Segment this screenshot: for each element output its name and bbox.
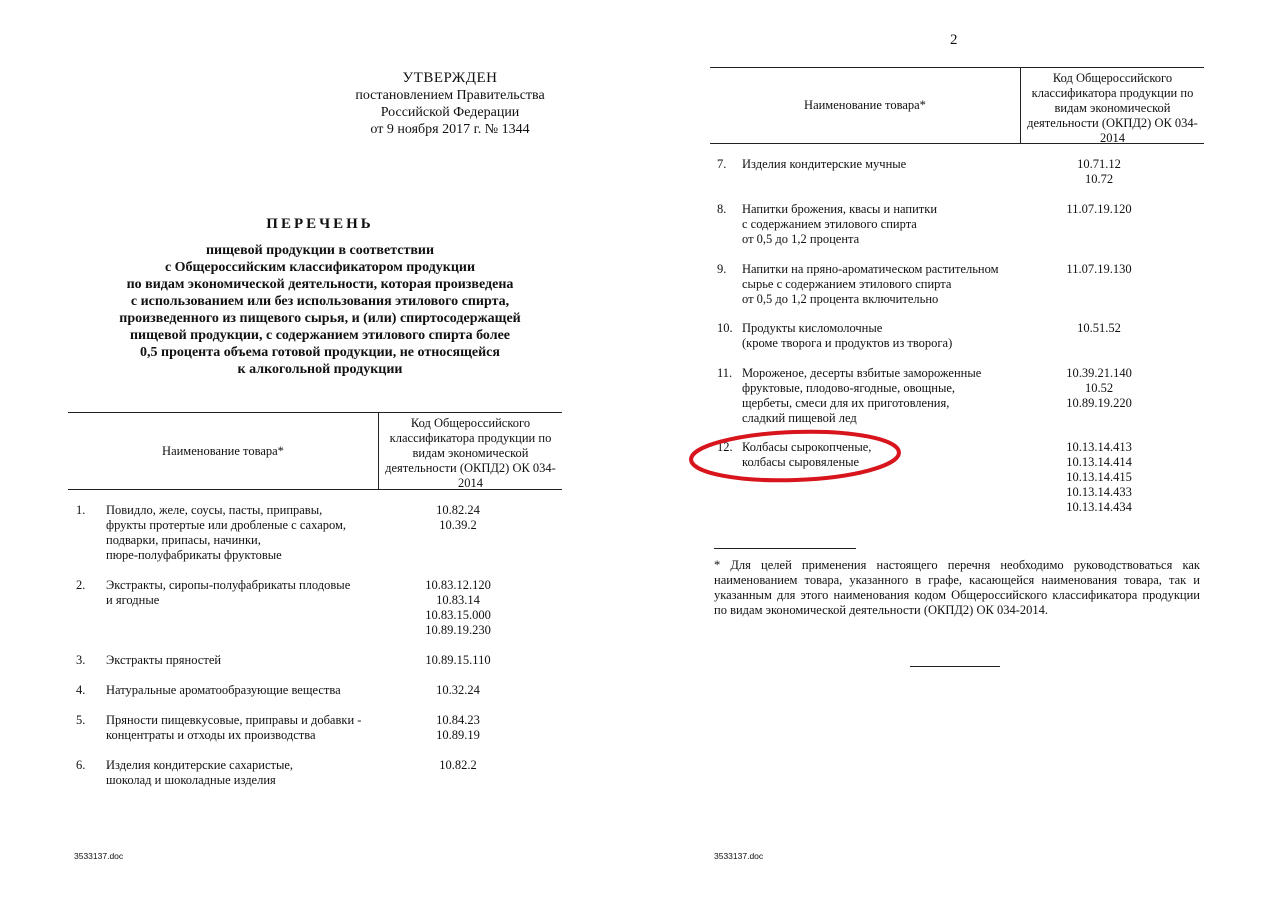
approval-line: от 9 ноября 2017 г. № 1344 xyxy=(370,122,530,137)
row-product-name: Изделия кондитерские мучные xyxy=(742,157,907,171)
approval-block xyxy=(300,70,600,138)
row-product-name: Продукты кисломолочные (кроме творога и продуктов из творога) xyxy=(742,321,953,350)
row-number: 4. xyxy=(76,683,86,697)
subtitle-line: с Общероссийским классификатором продукции xyxy=(164,260,476,275)
approval-title: УТВЕРЖДЕН xyxy=(402,70,498,86)
row-product-name: Экстракты пряностей xyxy=(106,653,222,667)
row-number: 1. xyxy=(76,503,86,517)
row-product-name: Изделия кондитерские сахаристые, шоколад и шоколадные изделия xyxy=(106,758,294,787)
row-number: 3. xyxy=(76,653,86,667)
row-product-name: Повидло, желе, соусы, пасты, приправы, фрукты протертые или дробленые с сахаром, подварки, припасы, начинки, пюре-полуфабрикаты фруктовые xyxy=(106,503,347,562)
subtitle-line: пищевой продукции, с содержанием этилового спирта более xyxy=(129,328,511,343)
header-code-column: Код Общероссийского классификатора продукции по видам экономической деятельности (ОКПД2) ОК 034-2014 xyxy=(385,416,556,490)
header-code-column: Код Общероссийского классификатора продукции по видам экономической деятельности (ОКПД2) ОК 034-2014 xyxy=(1027,71,1198,145)
row-product-name: Экстракты, сиропы-полуфабрикаты плодовые и ягодные xyxy=(106,578,351,607)
row-number: 12. xyxy=(717,440,733,454)
row-codes: 10.32.24 xyxy=(436,683,480,697)
subtitle-line: к алкогольной продукции xyxy=(237,362,403,377)
row-codes: 10.84.23 10.89.19 xyxy=(436,713,480,742)
row-number: 2. xyxy=(76,578,86,592)
row-product-name: Пряности пищевкусовые, приправы и добавки - концентраты и отходы их производства xyxy=(106,713,362,742)
row-codes: 11.07.19.130 xyxy=(1066,262,1132,276)
row-codes: 10.39.21.140 10.52 10.89.19.220 xyxy=(1066,366,1132,410)
document-reference: 3533137.doc xyxy=(714,851,764,861)
document-reference: 3533137.doc xyxy=(74,851,124,861)
row-number: 5. xyxy=(76,713,86,727)
row-codes: 10.71.12 10.72 xyxy=(1077,157,1121,186)
row-product-name: Натуральные ароматообразующие вещества xyxy=(106,683,341,697)
row-product-name: Напитки на пряно-ароматическом растительном сырье с содержанием этилового спирта от 0,5 до 1,2 процента включительно xyxy=(742,262,999,306)
table-header xyxy=(68,412,562,490)
row-product-name: Колбасы сырокопченые, колбасы сыровяленые xyxy=(742,440,872,469)
table-header xyxy=(710,67,1204,144)
row-number: 7. xyxy=(717,157,727,171)
subtitle-line: пищевой продукции в соответствии xyxy=(205,243,435,258)
approval-line: постановлением Правительства xyxy=(355,88,545,103)
footnote-divider xyxy=(714,548,856,549)
page-number: 2 xyxy=(950,32,958,48)
row-codes: 10.82.2 xyxy=(439,758,477,772)
row-product-name: Напитки брожения, квасы и напитки с содержанием этилового спирта от 0,5 до 1,2 процента xyxy=(742,202,938,246)
list-title: ПЕРЕЧЕНЬ xyxy=(266,216,374,232)
row-codes: 10.13.14.413 10.13.14.414 10.13.14.415 10.13.14.433 10.13.14.434 xyxy=(1066,440,1132,514)
row-number: 10. xyxy=(717,321,733,335)
row-codes: 10.82.24 10.39.2 xyxy=(436,503,480,532)
row-number: 6. xyxy=(76,758,86,772)
list-subtitle xyxy=(80,242,560,378)
row-product-name: Мороженое, десерты взбитые замороженные фруктовые, плодово-ягодные, овощные, щербеты, смеси для их приготовления, сладкий пищевой лед xyxy=(742,366,982,425)
subtitle-line: с использованием или без использования этилового спирта, xyxy=(130,294,510,309)
row-codes: 10.51.52 xyxy=(1077,321,1121,335)
row-number: 11. xyxy=(717,366,733,380)
approval-line: Российской Федерации xyxy=(380,105,520,120)
subtitle-line: произведенного из пищевого сырья, и (или) спиртосодержащей xyxy=(119,311,521,326)
footnote: * Для целей применения настоящего перечня необходимо руководствоваться как наименованием товара, указанного в графе, касающейся наименования товара, так и указанным для этого наименования кодом Общероссийского классификатора продукции по видам экономической деятельности (ОКПД2) ОК 034-2014. xyxy=(714,558,1200,617)
header-name-column: Наименование товара* xyxy=(710,68,1021,143)
subtitle-line: 0,5 процента объема готовой продукции, не относящейся xyxy=(140,345,500,360)
header-name-column: Наименование товара* xyxy=(68,413,379,489)
row-codes: 10.89.15.110 xyxy=(425,653,491,667)
row-codes: 10.83.12.120 10.83.14 10.83.15.000 10.89.19.230 xyxy=(425,578,491,637)
row-number: 9. xyxy=(717,262,727,276)
subtitle-line: по видам экономической деятельности, которая произведена xyxy=(126,277,514,292)
row-codes: 11.07.19.120 xyxy=(1066,202,1132,216)
end-divider xyxy=(910,666,1000,667)
row-number: 8. xyxy=(717,202,727,216)
red-ellipse-highlight xyxy=(688,428,902,484)
